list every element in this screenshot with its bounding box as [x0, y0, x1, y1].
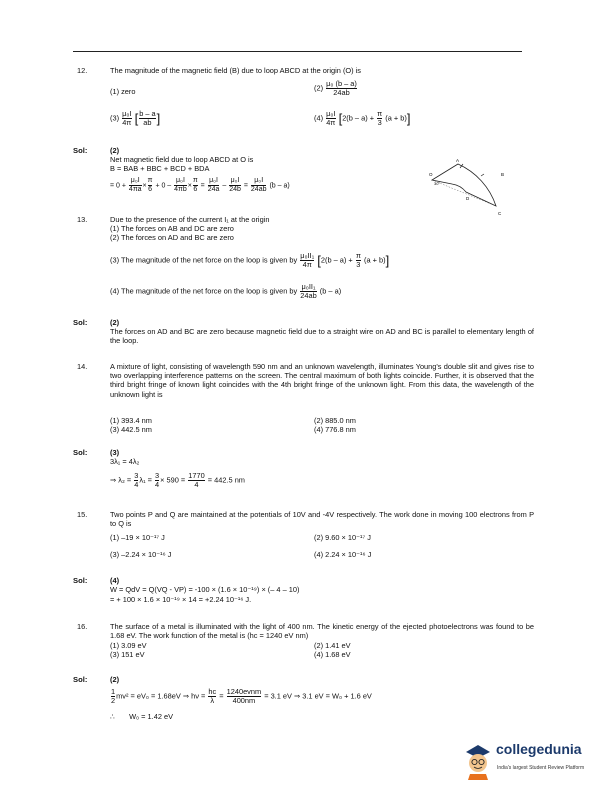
solution-label: Sol:: [73, 146, 88, 155]
option: (3) 442.5 nm: [110, 425, 152, 434]
solution-equation: = 0 + $\frac{\text{μ₀I}}{4\pi a}$ × $\frac{\pi}{6}$ + 0 – $\frac{\text{μ₀I}}{4\pi b}$ × $\frac{\pi}{6}$ = $\frac{\text{μ₀I}}{24a}$ – $\frac{\text{μ₀I}}{24b}$ = $\frac{\text{μ₀I}}{24ab}$ (b – a): [110, 177, 290, 193]
solution-text: 3λ₁ = 4λ₂: [110, 457, 140, 466]
solution-text: = + 100 × 1.6 × 10⁻¹⁹ × 14 = +2.24 10⁻¹⁶ J.: [110, 595, 252, 604]
answer: (3): [110, 448, 120, 457]
option: (1) 393.4 nm: [110, 416, 152, 425]
loop-figure: [426, 158, 530, 220]
question-stem: Due to the presence of the current I₁ at the origin: [110, 215, 270, 224]
question-stem: Two points P and Q are maintained at the potentials of 10V and -4V respectively. The work done in moving 100 electrons from P to Q is: [110, 510, 534, 529]
option: (3) 151 eV: [110, 650, 145, 659]
option: (2) 885.0 nm: [314, 416, 356, 425]
current-arrow: [460, 164, 484, 176]
question-number: 12.: [77, 66, 88, 75]
vertex-label: A: [456, 158, 460, 163]
option: (2) $\frac{\text{μ₀ (b – a)}}{24ab}$: [314, 79, 357, 97]
solution-text: ∴ W₀ = 1.42 eV: [110, 712, 174, 721]
vertex-label: B: [501, 172, 505, 177]
brand-name: collegedunia: [496, 741, 582, 757]
question-stem: The magnitude of the magnetic field (B) due to loop ABCD at the origin (O) is: [110, 66, 361, 75]
option: (4) $\frac{\text{μ₀I}}{4\pi}$ [2(b – a) + $\frac{\pi}{3}$ (a + b)]: [314, 109, 411, 127]
solution-label: Sol:: [73, 448, 88, 457]
option: (3) The magnitude of the net force on the loop is given by $\frac{\text{μ₀II₁}}{4\pi}$ [2(b – a) + $\frac{\pi}{3}$ (a + b)]: [110, 251, 390, 269]
question-number: 15.: [77, 510, 88, 519]
option: (2) 9.60 × 10⁻¹⁷ J: [314, 533, 371, 542]
answer: (2): [110, 318, 120, 327]
option: (4) 2.24 × 10⁻¹⁶ J: [314, 550, 372, 559]
angle-label: 30°: [434, 181, 441, 186]
solution-label: Sol:: [73, 318, 88, 327]
solution-label: Sol:: [73, 576, 88, 585]
solution-label: Sol:: [73, 675, 88, 684]
dashed-line: [432, 180, 496, 206]
vertex-label: D: [466, 196, 470, 201]
mascot-logo-icon: [462, 740, 494, 780]
option: (2) The forces on AD and BC are zero: [110, 233, 234, 242]
option: (2) 1.41 eV: [314, 641, 351, 650]
option: (1) zero: [110, 87, 136, 96]
current-loop: [432, 164, 496, 206]
solution-text: W = QdV = Q(VQ - VP) = -100 × (1.6 × 10⁻¹⁹) × (– 4 – 10): [110, 585, 300, 594]
option: (3) $\frac{\text{μ₀I}}{4\pi}$ [ $\frac{b - a}{ab}$ ]: [110, 109, 161, 127]
option: (1) 3.09 eV: [110, 641, 147, 650]
answer: (2): [110, 675, 120, 684]
question-number: 13.: [77, 215, 88, 224]
shirt-icon: [468, 774, 488, 780]
vertex-label: C: [498, 211, 502, 216]
solution-text: The forces on AD and BC are zero because magnetic field due to a straight wire on AD and BC is parallel to elementary length of the loop.: [110, 327, 534, 346]
question-number: 14.: [77, 362, 88, 371]
option: (4) 776.8 nm: [314, 425, 356, 434]
vertex-label: O: [429, 172, 433, 177]
answer: (4): [110, 576, 120, 585]
solution-text: B = BAB + BBC + BCD + BDA: [110, 164, 210, 173]
option: (4) 1.68 eV: [314, 650, 351, 659]
solution-equation: $\frac{1}{2}$ mv² = eV₀ = 1.68eV ⇒ hν = $\frac{hc}{\lambda}$ = $\frac{\text{1240evnm}}{400nm}$ = 3.1 eV ⇒ 3.1 eV = W₀ + 1.6 eV: [111, 687, 372, 705]
top-rule: [73, 51, 522, 52]
solution-text: Net magnetic field due to loop ABCD at O is: [110, 155, 254, 164]
question-number: 16.: [77, 622, 88, 631]
option: (3) –2.24 × 10⁻¹⁶ J: [110, 550, 172, 559]
brand-tagline: India's largest Student Review Platform: [497, 765, 585, 771]
option: (4) The magnitude of the net force on the loop is given by $\frac{\text{μ₀II₁}}{24ab}$ (b – a): [110, 282, 342, 300]
question-stem: The surface of a metal is illuminated with the light of 400 nm. The kinetic energy of the ejected photoelectrons was found to be 1.68 eV. The work function of the metal is (hc = 1240 eV nm): [110, 622, 534, 641]
solution-equation: ⇒ λ₂ = $\frac{3}{4}$ λ₁ = $\frac{3}{4}$ × 590 = $\frac{1770}{4}$ = 442.5 nm: [110, 471, 245, 489]
option: (1) The forces on AB and DC are zero: [110, 224, 234, 233]
answer: (2): [110, 146, 120, 155]
question-stem: A mixture of light, consisting of wavelength 590 nm and an unknown wavelength, illuminates Young's double slit and gives rise to two overlapping interference patterns on the screen. The central maximum of both lights coincide. Further, it is observed that the third bright fringe of known light coincides with the 4th bright fringe of the unknown light. From this data, the wavelength of the unknown light is: [110, 362, 534, 399]
option: (1) –19 × 10⁻¹⁷ J: [110, 533, 165, 542]
